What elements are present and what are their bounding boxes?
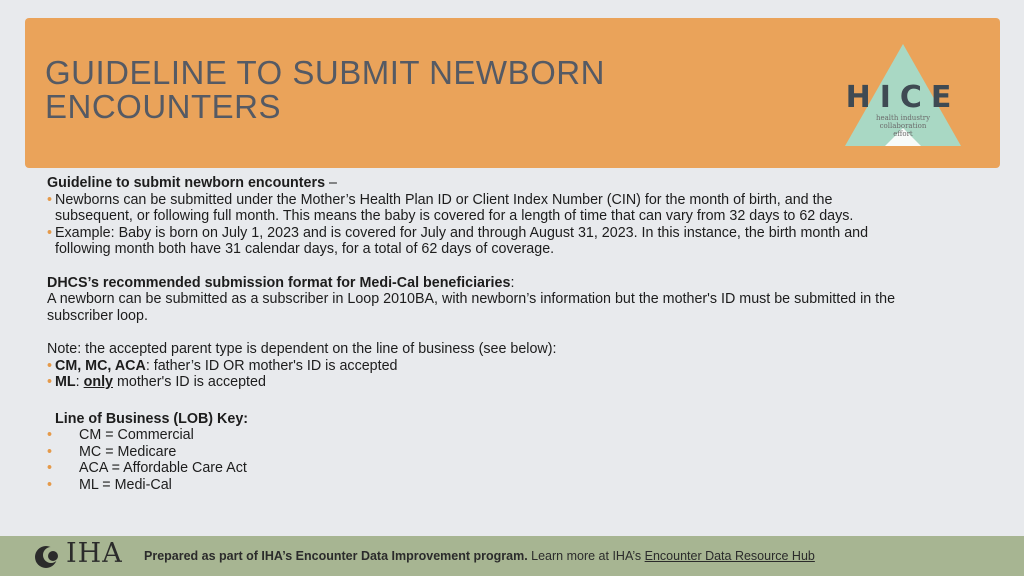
bullet-icon: • [47, 374, 53, 390]
hice-sub-line-2: collaboration effort [879, 122, 927, 138]
section2-heading [47, 275, 992, 292]
lob-item-text: CM = Commercial [79, 427, 194, 443]
bullet-2-line-2: following month both have 31 calendar days, for a total of 62 days of coverage. [55, 241, 555, 257]
parent-type-bullet-1 [47, 358, 992, 375]
bullet-2-line-1: Example: Baby is born on July 1, 2023 and is covered for July and through August 31, 2023. In this instance, the birth month and [55, 224, 869, 241]
section1-bullet-2 [47, 225, 992, 258]
section2-heading-text: DHCS’s recommended submission format for Medi-Cal beneficiaries [47, 274, 511, 291]
bullet-icon: • [47, 460, 53, 476]
footer-bold-text: Prepared as part of IHA’s Encounter Data Improvement program. [144, 549, 528, 563]
section2-line-1: A newborn can be submitted as a subscriber in Loop 2010BA, with newborn’s information but the mother's ID must be submitted in the [47, 291, 896, 307]
title-line-2: ENCOUNTERS [45, 88, 282, 125]
hice-logo-text: HICE [845, 80, 961, 115]
section2-colon: : [510, 274, 515, 291]
parent-type-bullet-2 [47, 374, 992, 391]
note-text: Note: the accepted parent type is dependent on the line of business (see below): [47, 341, 557, 357]
lob-key-heading: Line of Business (LOB) Key: [55, 410, 249, 427]
bullet-1-line-2: subsequent, or following full month. This means the baby is covered for a length of time that can vary from 32 days to 62 days. [55, 208, 854, 224]
bullet-icon: • [47, 427, 53, 443]
section1-bullet-1 [47, 192, 992, 225]
section1-dash: – [325, 175, 337, 191]
main-content [47, 175, 992, 493]
bullet-icon: • [47, 357, 53, 374]
bullet-icon: • [47, 224, 53, 241]
footer-bar [0, 536, 1024, 576]
section1-heading [47, 175, 992, 192]
hice-logo-subtext [873, 114, 933, 138]
lob-item [47, 427, 992, 444]
iha-logo-text: IHA [66, 538, 123, 569]
footer-plain-text: Learn more at IHA’s [527, 549, 645, 563]
lob-group-2-rule: mother's ID is accepted [113, 374, 266, 390]
page-title [45, 56, 605, 124]
lob-item-text: ACA = Affordable Care Act [79, 460, 247, 476]
lob-item [47, 444, 992, 461]
lob-item [47, 477, 992, 494]
lob-item [47, 460, 992, 477]
hice-sub-line-1: health industry [875, 114, 931, 122]
lob-item-text: ML = Medi-Cal [79, 476, 172, 493]
title-line-1: GUIDELINE TO SUBMIT NEWBORN [45, 54, 605, 91]
bullet-icon: • [47, 476, 53, 493]
lob-group-1: CM, MC, ACA [55, 357, 146, 374]
header-banner [25, 18, 1000, 168]
iha-leaf-icon [32, 544, 64, 570]
lob-group-1-rule: : father’s ID OR mother's ID is accepted [145, 357, 398, 374]
section2-line-2: subscriber loop. [47, 307, 148, 324]
hice-logo [843, 42, 963, 150]
lob-group-2: ML [55, 374, 76, 390]
bullet-icon: • [47, 443, 53, 460]
footer-text [144, 549, 815, 563]
bullet-1-line-1: Newborns can be submitted under the Mother’s Health Plan ID or Client Index Number (CIN) for the month of birth, and the [55, 191, 833, 208]
bullet-icon: • [47, 191, 53, 208]
lob-group-2-colon: : [75, 374, 84, 390]
only-emphasis: only [83, 374, 113, 390]
section1-heading-text: Guideline to submit newborn encounters [47, 175, 326, 191]
resource-hub-link[interactable]: Encounter Data Resource Hub [644, 549, 815, 563]
lob-item-text: MC = Medicare [79, 443, 177, 460]
